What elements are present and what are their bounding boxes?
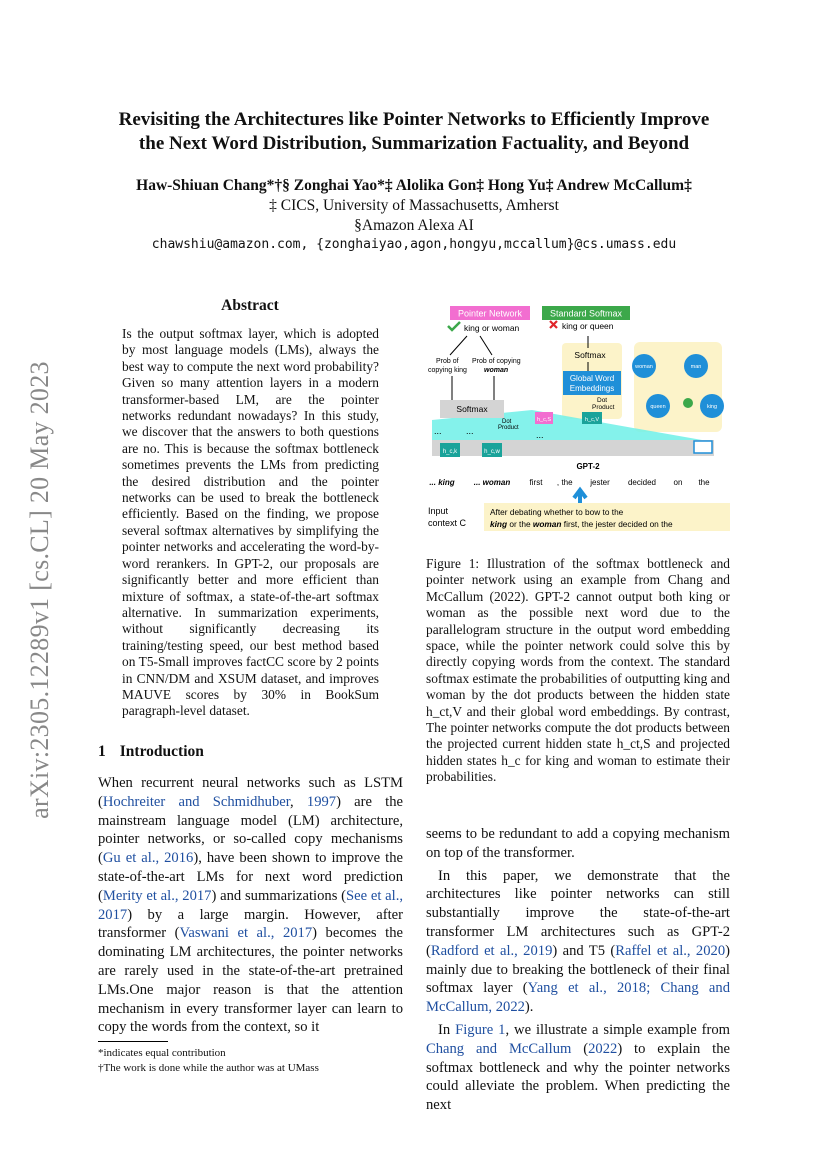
footnote-rule: [98, 1041, 168, 1042]
context-king: king: [490, 519, 508, 529]
footnote-equal-contribution: *indicates equal contribution: [98, 1047, 226, 1059]
affiliation-umass: ‡ CICS, University of Massachusetts, Amherst: [269, 197, 559, 214]
ellipsis: ...: [466, 426, 474, 436]
current-position-box: [694, 441, 712, 453]
prob-copy-woman-label: woman: [484, 367, 509, 374]
citation-link[interactable]: Raffel et al., 2020: [615, 942, 726, 959]
prob-copy-woman-label: Prob of copying: [472, 358, 521, 365]
prob-copy-king-label: copying king: [428, 367, 467, 374]
token-label: the: [561, 478, 573, 487]
text-run: In: [438, 1021, 456, 1038]
pointer-output-label: king or woman: [464, 323, 520, 333]
arrow-line: [450, 336, 467, 355]
context-line-2: [490, 519, 673, 529]
hidden-state-point: [683, 398, 693, 408]
arxiv-id: arXiv:2305.12289v1 [cs.CL] 20 May 2023: [25, 361, 54, 819]
arxiv-stamp: [20, 300, 60, 880]
gpt2-label: GPT-2: [576, 462, 600, 471]
ellipsis: ...: [536, 430, 544, 440]
abstract-heading: Abstract: [221, 297, 279, 314]
text-run: In this paper, we demonstrate that the architectures like pointer networks can still substantially improve the state-of-the-art transformer LM architectures such as GPT-2 (: [426, 867, 730, 959]
token-label: jester: [590, 478, 610, 487]
prob-copy-king-label: Prob of: [436, 358, 459, 365]
figure-1-caption: Figure 1: Illustration of the softmax bottleneck and pointer network using an example from Chang and McCallum (2022). GPT-2 cannot output both king or woman as the possible next word due to the parallelogram structure in the output word embedding space, while the pointer network could solve this by directly copying words from the context. The standard softmax estimate the probabilities of outputting king and woman by the dot products between the hidden state h_ct,V and their global word embeddings. By contrast, The pointer networks compute the dot products between the projected current hidden state h_ct,S and projected hidden states h_c for king and woman to estimate their probabilities.: [426, 556, 730, 785]
standard-softmax-label: Standard Softmax: [549, 308, 623, 319]
ellipsis: ...: [434, 426, 442, 436]
dot-product-label: Dot: [502, 419, 512, 425]
text-run: (: [571, 1040, 589, 1057]
text-run: ) by a large margin. However, after transformer (: [98, 906, 403, 942]
token-label: ... woman: [473, 478, 511, 487]
author-emails: chawshiu@amazon.com, {zonghaiyao,agon,hongyu,mccallum}@cs.umass.edu: [151, 237, 677, 252]
context-run: first, the jester decided on the: [561, 519, 673, 529]
context-line-1: After debating whether to bow to the: [490, 507, 624, 517]
citation-link[interactable]: Yang et al., 2018; Chang and McCallum, 2022: [426, 980, 730, 1016]
text-run: , we illustrate a simple example from: [505, 1021, 730, 1038]
section-heading: [98, 743, 204, 761]
context-run: or the: [507, 519, 533, 529]
check-icon: [448, 322, 460, 330]
global-embeddings-label: Embeddings: [569, 384, 615, 393]
section-number: 1: [98, 743, 106, 760]
global-embeddings-label: Global Word: [569, 374, 615, 383]
text-run: ).: [524, 999, 534, 1016]
author-list: Haw-Shiuan Chang*†§ Zonghai Yao*‡ Alolika Gon‡ Hong Yu‡ Andrew McCallum‡: [136, 177, 692, 194]
embedding-man-label: man: [690, 364, 702, 370]
arrow-line: [480, 336, 492, 355]
dot-product-label: Product: [498, 425, 519, 431]
token-label: decided: [627, 478, 657, 487]
citation-link[interactable]: Chang and McCallum: [426, 1040, 572, 1057]
title-line-1: Revisiting the Architectures like Pointer Networks to Efficiently Improve: [118, 109, 710, 130]
citation-link[interactable]: Gu et al., 2016: [102, 850, 194, 867]
cross-icon: [550, 321, 557, 328]
text-run: When recurrent neural networks such as LSTM (: [98, 775, 403, 810]
pointer-network-label: Pointer Network: [457, 308, 523, 319]
text-run: ), have been shown to improve the state-of-the-art LMs for next word prediction (: [98, 850, 403, 904]
figure-link[interactable]: Figure 1: [455, 1021, 506, 1038]
text-run: ) becomes the dominating LM architectures, the pointer networks are rarely used in the state-of-the-art pretrained LMs.One major reason is that the attention mechanism in every transformer layer can learn to copy the words from the context, so it: [98, 925, 403, 1036]
affiliation-amazon: §Amazon Alexa AI: [354, 217, 474, 234]
citation-link[interactable]: Vaswani et al., 2017: [179, 925, 313, 942]
h-woman-label: h_c,w: [484, 449, 500, 455]
softmax-right-label: Softmax: [574, 350, 606, 360]
h-cv-label: h_c,V: [584, 417, 600, 423]
text-run: ) to explain the softmax bottleneck and why the pointer networks could alleviate the problem. When predicting the next: [426, 1040, 730, 1114]
token-label: on: [673, 478, 683, 487]
text-run: ) and summarizations (: [211, 887, 347, 904]
text-run: ) and T5 (: [552, 942, 616, 959]
softmax-left-label: Softmax: [456, 404, 488, 414]
token-row: [429, 478, 710, 487]
h-king-label: h_c,k: [442, 449, 458, 455]
right-paragraph-2: [426, 867, 730, 1017]
embedding-king-label: king: [706, 404, 718, 410]
token-label: ,: [556, 478, 560, 487]
intro-right-column: [426, 825, 730, 1115]
h-cs-label: h_c,S: [536, 417, 552, 423]
text-run: ) mainly due to breaking the bottleneck of their final softmax layer (: [426, 942, 730, 997]
embedding-woman-label: woman: [635, 364, 653, 370]
title-line-2: the Next Word Distribution, Summarization Factuality, and Beyond: [138, 133, 690, 154]
input-context-label: context C: [428, 518, 467, 528]
right-paragraph-3: [426, 1021, 730, 1115]
figure-1-diagram: [422, 300, 734, 538]
section-title: Introduction: [119, 743, 204, 760]
citation-link[interactable]: Radford et al., 2019: [430, 942, 553, 959]
paper-title: [80, 108, 748, 156]
token-label: ... king: [429, 478, 455, 487]
citation-link[interactable]: Hochreiter and Schmidhuber: [102, 793, 291, 810]
dot-product-label: Dot: [597, 397, 608, 404]
intro-left-column: [98, 774, 403, 1037]
citation-link[interactable]: 1997: [306, 793, 337, 810]
input-label: Input: [428, 506, 449, 516]
abstract-body: Is the output softmax layer, which is adopted by most language models (LMs), always the best way to compute the next word probability? Given so many attention layers in a modern transformer-based LM, are the pointer networks redundant nowadays? In this study, we discover that the answers to both questions are no. This is because the softmax bottleneck sometimes prevents the LMs from predicting the desired distribution and the pointer networks can be used to break the bottleneck efficiently. Based on the finding, we propose several softmax alternatives by simplifying the pointer networks and accelerating the word-by-word rerankers. In GPT-2, our proposals are significantly better and more efficient than mixture of softmax, a state-of-the-art softmax alternative. In summarization experiments, without significantly decreasing its training/testing speed, our best method based on T5-Small improves factCC score by 2 points in CNN/DM and XSUM dataset, and improves MAUVE scores by 30% in BookSum paragraph-level dataset.: [122, 326, 379, 719]
token-label: the: [698, 478, 710, 487]
right-paragraph-1: seems to be redundant to add a copying mechanism on top of the transformer.: [426, 826, 730, 861]
gpt2-band: [432, 440, 714, 456]
softmax-output-label: king or queen: [562, 321, 614, 331]
embedding-queen-label: queen: [650, 404, 666, 410]
text-run: ,: [290, 793, 307, 810]
text-run: ) are the mainstream language model (LM) architecture, pointer networks, or so-called copy mechanisms (: [98, 793, 404, 867]
context-woman: woman: [532, 519, 562, 529]
footnote-umass: †The work is done while the author was at UMass: [98, 1062, 319, 1074]
citation-link[interactable]: Merity et al., 2017: [102, 887, 212, 904]
citation-link[interactable]: 2022: [588, 1040, 618, 1057]
token-label: first: [529, 478, 543, 487]
intro-paragraph-1: [98, 774, 403, 1037]
dot-product-label: Product: [592, 404, 615, 411]
citation-link[interactable]: See et al., 2017: [98, 887, 403, 923]
